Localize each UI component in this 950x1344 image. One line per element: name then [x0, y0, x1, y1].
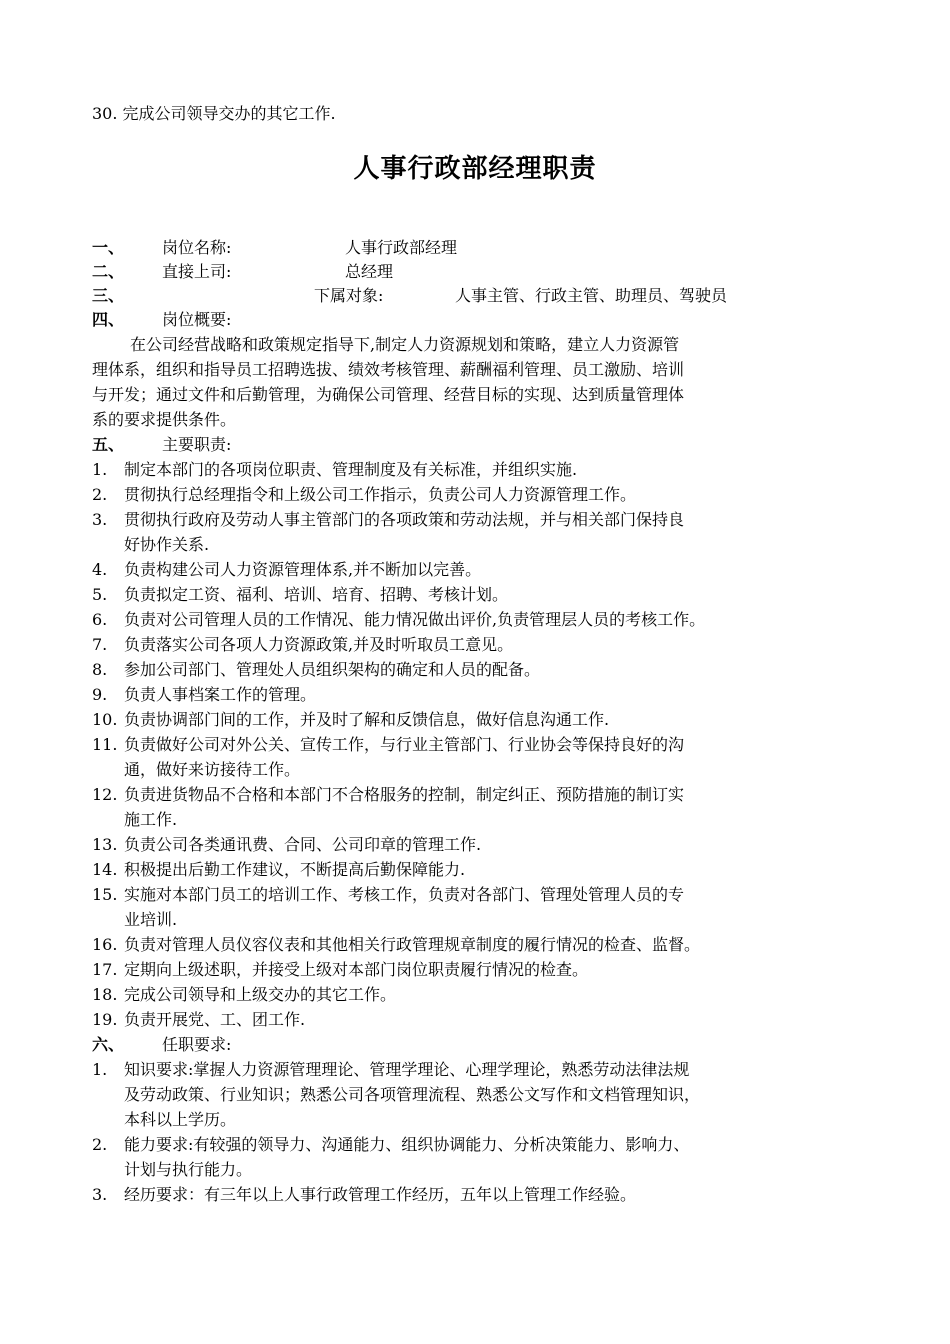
- document-title: 人事行政部经理职责: [353, 154, 597, 184]
- duty-number: 19.: [92, 1010, 118, 1029]
- section-4-number: 四、: [92, 310, 125, 329]
- summary-line: 理体系，组织和指导员工招聘选拔、绩效考核管理、薪酬福利管理、员工激励、培训: [92, 360, 685, 379]
- duty-text: 负责拟定工资、福利、培训、培育、招聘、考核计划。: [124, 585, 509, 604]
- duty-text: 负责落实公司各项人力资源政策,并及时听取员工意见。: [124, 635, 514, 654]
- duty-text: 贯彻执行政府及劳动人事主管部门的各项政策和劳动法规，并与相关部门保持良: [124, 510, 685, 529]
- section-4-label: 岗位概要:: [162, 310, 232, 329]
- duty-text: 积极提出后勤工作建议，不断提高后勤保障能力.: [124, 860, 466, 879]
- section-6-number: 六、: [92, 1035, 125, 1054]
- duty-number: 4.: [92, 560, 108, 579]
- section-5-label: 主要职责:: [162, 435, 232, 454]
- section-2-value: 总经理: [345, 262, 394, 281]
- duty-number: 8.: [92, 660, 108, 679]
- duty-text-continued: 业培训.: [124, 910, 178, 929]
- duty-number: 3.: [92, 510, 108, 529]
- requirement-text: 能力要求:有较强的领导力、沟通能力、组织协调能力、分析决策能力、影响力、: [124, 1135, 690, 1154]
- duty-number: 16.: [92, 935, 118, 954]
- duty-number: 17.: [92, 960, 118, 979]
- requirement-number: 3.: [92, 1185, 108, 1204]
- duty-text: 负责对管理人员仪容仪表和其他相关行政管理规章制度的履行情况的检查、监督。: [124, 935, 701, 954]
- requirement-number: 2.: [92, 1135, 108, 1154]
- duty-text: 负责进货物品不合格和本部门不合格服务的控制，制定纠正、预防措施的制订实: [124, 785, 685, 804]
- duty-number: 15.: [92, 885, 118, 904]
- duty-text-continued: 施工作.: [124, 810, 178, 829]
- section-2-number: 二、: [92, 262, 125, 281]
- duty-text: 负责协调部门间的工作，并及时了解和反馈信息，做好信息沟通工作.: [124, 710, 610, 729]
- duty-text-continued: 好协作关系.: [124, 535, 210, 554]
- duty-number: 18.: [92, 985, 118, 1004]
- duty-text-continued: 通，做好来访接待工作。: [124, 760, 301, 779]
- duty-number: 12.: [92, 785, 118, 804]
- duty-number: 10.: [92, 710, 118, 729]
- requirement-text-continued: 本科以上学历。: [124, 1110, 237, 1129]
- duty-number: 6.: [92, 610, 108, 629]
- previous-item-30: 30. 完成公司领导交办的其它工作.: [92, 104, 336, 123]
- section-3-value: 人事主管、行政主管、助理员、驾驶员: [455, 286, 728, 305]
- requirement-text: 知识要求:掌握人力资源管理理论、管理学理论、心理学理论，熟悉劳动法律法规: [124, 1060, 690, 1079]
- duty-number: 1.: [92, 460, 108, 479]
- duty-text: 负责做好公司对外公关、宣传工作，与行业主管部门、行业协会等保持良好的沟: [124, 735, 685, 754]
- duty-text: 负责人事档案工作的管理。: [124, 685, 317, 704]
- section-5-number: 五、: [92, 435, 125, 454]
- section-1-value: 人事行政部经理: [345, 238, 458, 257]
- requirement-text: 经历要求：有三年以上人事行政管理工作经历，五年以上管理工作经验。: [124, 1185, 637, 1204]
- duty-text: 负责构建公司人力资源管理体系,并不断加以完善。: [124, 560, 482, 579]
- duty-text: 负责对公司管理人员的工作情况、能力情况做出评价,负责管理层人员的考核工作。: [124, 610, 706, 629]
- duty-text: 制定本部门的各项岗位职责、管理制度及有关标准，并组织实施.: [124, 460, 578, 479]
- duty-text: 参加公司部门、管理处人员组织架构的确定和人员的配备。: [124, 660, 541, 679]
- summary-line: 在公司经营战略和政策规定指导下,制定人力资源规划和策略，建立人力资源管: [130, 335, 680, 354]
- summary-line: 与开发；通过文件和后勤管理，为确保公司管理、经营目标的实现、达到质量管理体: [92, 385, 685, 404]
- requirement-text-continued: 计划与执行能力。: [124, 1160, 253, 1179]
- requirement-text-continued: 及劳动政策、行业知识；熟悉公司各项管理流程、熟悉公文写作和文档管理知识，: [124, 1085, 701, 1104]
- section-1-number: 一、: [92, 238, 125, 257]
- summary-line: 系的要求提供条件。: [92, 410, 237, 429]
- duty-text: 负责公司各类通讯费、合同、公司印章的管理工作.: [124, 835, 482, 854]
- duty-text: 实施对本部门员工的培训工作、考核工作，负责对各部门、管理处管理人员的专: [124, 885, 685, 904]
- duty-number: 5.: [92, 585, 108, 604]
- duty-number: 9.: [92, 685, 108, 704]
- requirement-number: 1.: [92, 1060, 108, 1079]
- duty-text: 负责开展党、工、团工作.: [124, 1010, 306, 1029]
- section-1-label: 岗位名称:: [162, 238, 232, 257]
- section-3-number: 三、: [92, 286, 125, 305]
- section-3-label: 下属对象:: [314, 286, 384, 305]
- section-2-label: 直接上司:: [162, 262, 232, 281]
- duty-number: 14.: [92, 860, 118, 879]
- duty-text: 定期向上级述职，并接受上级对本部门岗位职责履行情况的检查。: [124, 960, 589, 979]
- duty-text: 贯彻执行总经理指令和上级公司工作指示，负责公司人力资源管理工作。: [124, 485, 637, 504]
- duty-number: 13.: [92, 835, 118, 854]
- section-6-label: 任职要求:: [162, 1035, 232, 1054]
- duty-number: 7.: [92, 635, 108, 654]
- duty-number: 2.: [92, 485, 108, 504]
- duty-number: 11.: [92, 735, 118, 754]
- duty-text: 完成公司领导和上级交办的其它工作。: [124, 985, 397, 1004]
